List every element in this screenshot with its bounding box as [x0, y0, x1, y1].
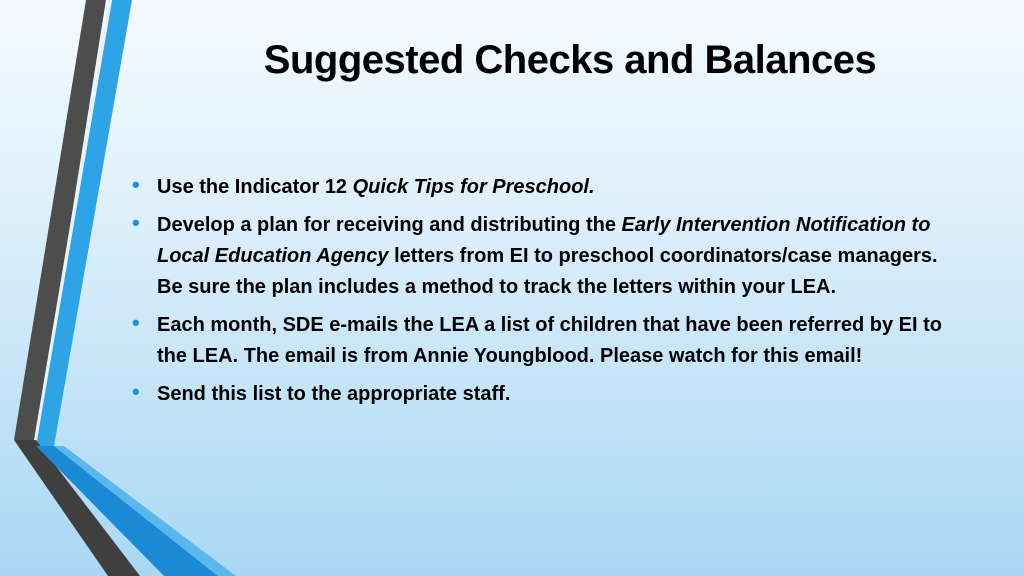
bullet-text: Each month, SDE e-mails the LEA a list of children that have been referred by EI to the LEA. The email is from Annie Youngblood. Please watch for this email! [157, 314, 942, 367]
bullet-dot-icon: • [132, 379, 140, 404]
bullet-item [128, 210, 958, 303]
bullet-text-italic: Early Intervention Notification to Local Education Agency [157, 214, 931, 267]
bullet-text: Develop a plan for receiving and distributing the [157, 214, 622, 236]
bullet-text: Send this list to the appropriate staff. [157, 383, 511, 405]
bullet-item [128, 379, 958, 410]
bullet-list [128, 172, 958, 417]
bullet-dot-icon: • [132, 310, 140, 335]
slide-title: Suggested Checks and Balances [263, 38, 877, 82]
bullet-text: Use the Indicator 12 [157, 176, 353, 198]
bullet-item [128, 172, 958, 203]
bullet-text: letters from EI to preschool coordinators/case managers. Be sure the plan includes a method to track the letters within your LEA. [157, 245, 938, 298]
light-stripe-upper [33, 0, 112, 446]
bullet-item [128, 310, 958, 372]
bullet-dot-icon: • [132, 210, 140, 235]
bullet-text-italic: Quick Tips for Preschool. [352, 176, 595, 198]
bullet-dot-icon: • [132, 172, 140, 197]
